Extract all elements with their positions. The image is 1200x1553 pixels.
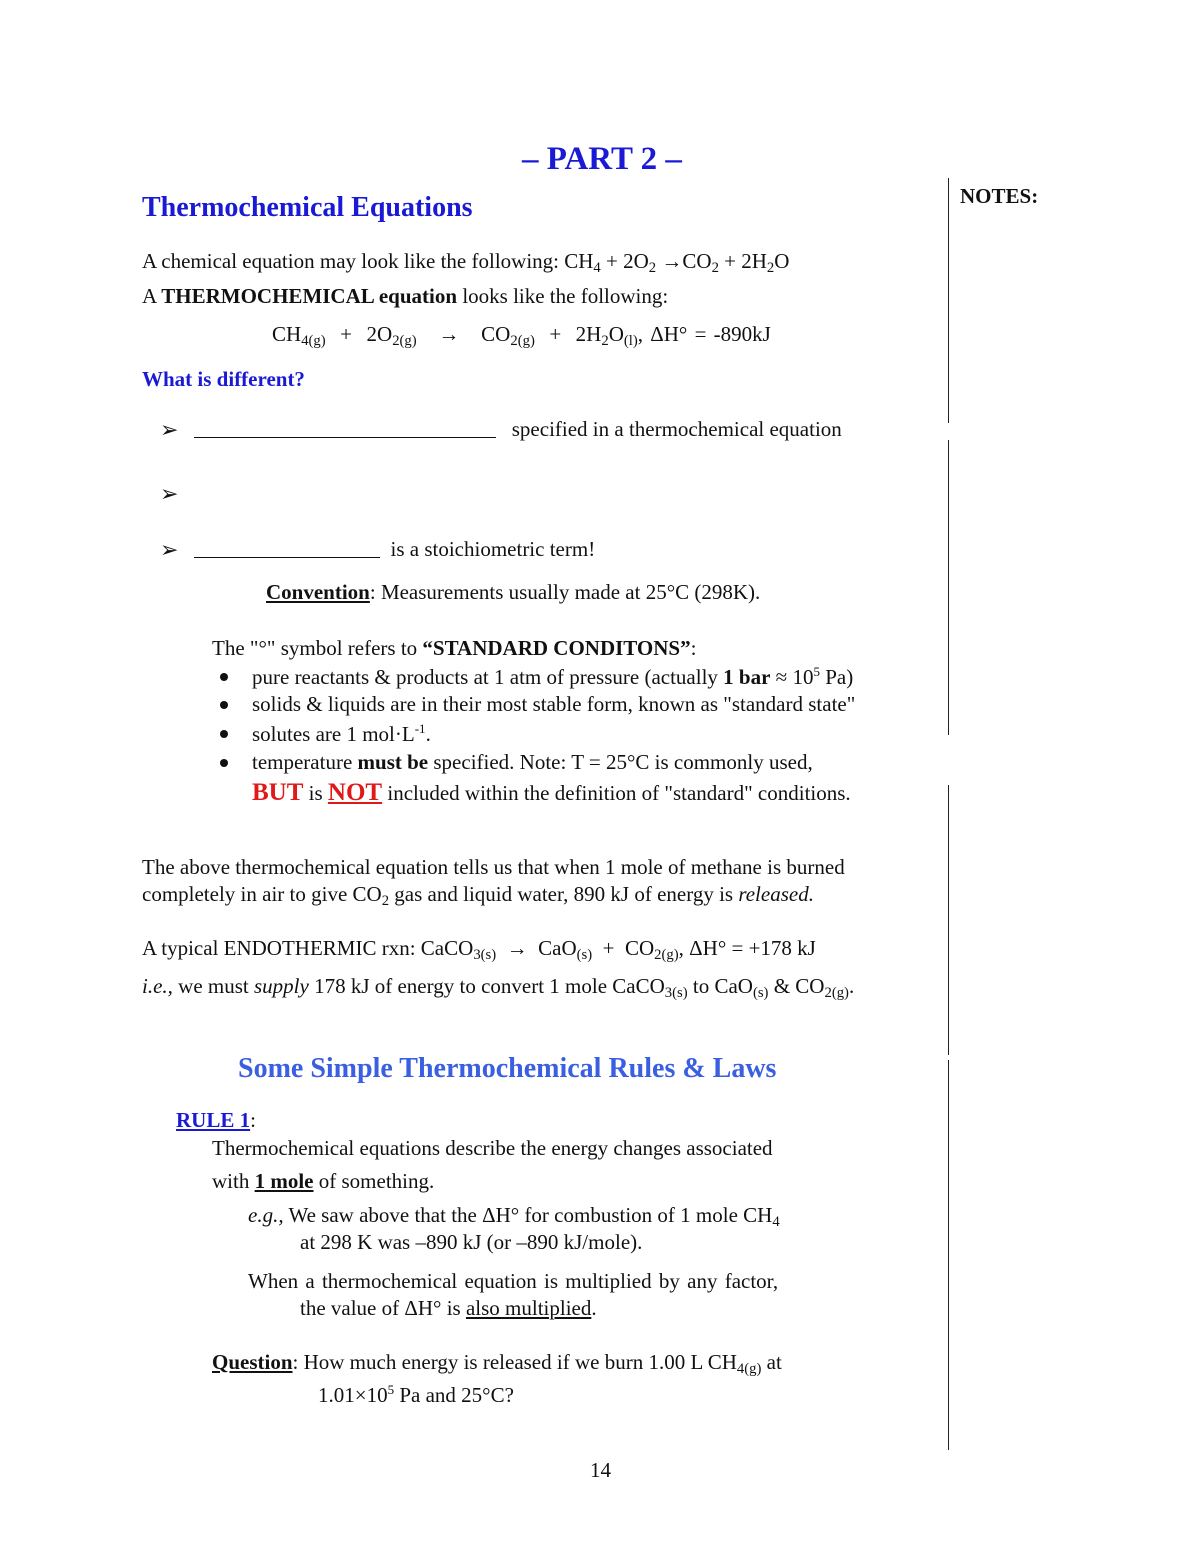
rule1-label: RULE 1:: [176, 1108, 256, 1132]
thermochemical-equation: $CH_{4(g)} + 2O_{2(g)} \to CO_{2(g)} + 2H_2O_{(l)}$, ΔH° = -890kJ: [272, 322, 771, 350]
question-line1: Question: How much energy is released if we burn 1.00 L $CH_{4(g)}$ at: [212, 1350, 782, 1378]
notes-divider-3: [948, 785, 949, 1055]
standard-conditions-intro: The "°" symbol refers to “STANDARD CONDITONS”:: [212, 636, 697, 660]
arrow-bullet-icon: ➢: [160, 537, 179, 562]
std-item-temperature: temperature must be specified. Note: T = 25°C is commonly used,: [252, 750, 813, 774]
notes-divider-4: [948, 1060, 949, 1450]
bullet-dot-icon: [220, 673, 228, 681]
section-heading-rules-laws: Some Simple Thermochemical Rules & Laws: [238, 1053, 777, 1084]
methane-paragraph-line2: completely in air to give $CO_2$ gas and liquid water, 890 kJ of energy is released.: [142, 882, 814, 910]
notes-divider-2: [948, 440, 949, 735]
chemical-equation-line: A chemical equation may look like the following: $CH_4 + 2O_2 \to CO_2 + 2H_2O$: [142, 249, 790, 277]
question-line2: $1.01\times 10^5$ Pa and 25°C?: [318, 1382, 514, 1407]
methane-paragraph-line1: The above thermochemical equation tells us that when 1 mole of methane is burned: [142, 855, 845, 879]
section-heading-thermochemical-equations: Thermochemical Equations: [142, 192, 473, 223]
example-line1: e.g., We saw above that the ΔH° for combustion of 1 mole $CH_4$: [248, 1203, 780, 1231]
fill-in-blank[interactable]: [194, 539, 380, 558]
example-line2: at 298 K was –890 kJ (or –890 kJ/mole).: [300, 1230, 643, 1254]
arrow-bullet-icon: ➢: [160, 417, 179, 442]
bullet-dot-icon: [220, 759, 228, 767]
bullet-dot-icon: [220, 730, 228, 738]
notes-divider-1: [948, 178, 949, 423]
std-item-solutes: solutes are 1 $mol\cdot L^{-1}$.: [252, 721, 431, 746]
std-item-standard-state: solids & liquids are in their most stable form, known as "standard state": [252, 692, 856, 716]
endothermic-reaction: A typical ENDOTHERMIC rxn: CaCO$_{3(s)}$ → $CaO_{(s)} + CO_{2(g)}$, ΔH° = +178 kJ: [142, 936, 816, 964]
what-is-different-question: What is different?: [142, 367, 305, 391]
part-title: – PART 2 –: [522, 141, 682, 177]
multiplied-line2: the value of ΔH° is also multiplied.: [300, 1296, 597, 1320]
thermochemical-intro-line: A THERMOCHEMICAL equation looks like the following:: [142, 284, 669, 308]
arrow-bullet-icon: ➢: [160, 481, 179, 506]
convention-line: Convention: Measurements usually made at 25°C (298K).: [266, 580, 761, 604]
bullet-blank-stoichiometric: is a stoichiometric term!: [194, 537, 595, 562]
bullet-blank-specified: specified in a thermochemical equation: [194, 417, 842, 442]
fill-in-blank[interactable]: [194, 419, 496, 438]
rule1-line1: Thermochemical equations describe the energy changes associated: [212, 1136, 773, 1160]
std-item-temperature-note: BUT is NOT included within the definition of "standard" conditions.: [252, 779, 851, 806]
notes-label: NOTES:: [960, 184, 1039, 208]
bullet-dot-icon: [220, 701, 228, 709]
std-item-pressure: pure reactants & products at 1 atm of pressure (actually 1 bar ≈ $10^5$ Pa): [252, 664, 854, 689]
page-number: 14: [590, 1458, 611, 1482]
ie-explanation: i.e., we must supply 178 kJ of energy to convert 1 mole CaCO$_{3(s)}$ to CaO$_{(s)}$ & $CO_{2(g)}$.: [142, 974, 855, 1002]
multiplied-line1: When a thermochemical equation is multiplied by any factor,: [248, 1269, 779, 1293]
rule1-line2: with 1 mole of something.: [212, 1169, 435, 1193]
